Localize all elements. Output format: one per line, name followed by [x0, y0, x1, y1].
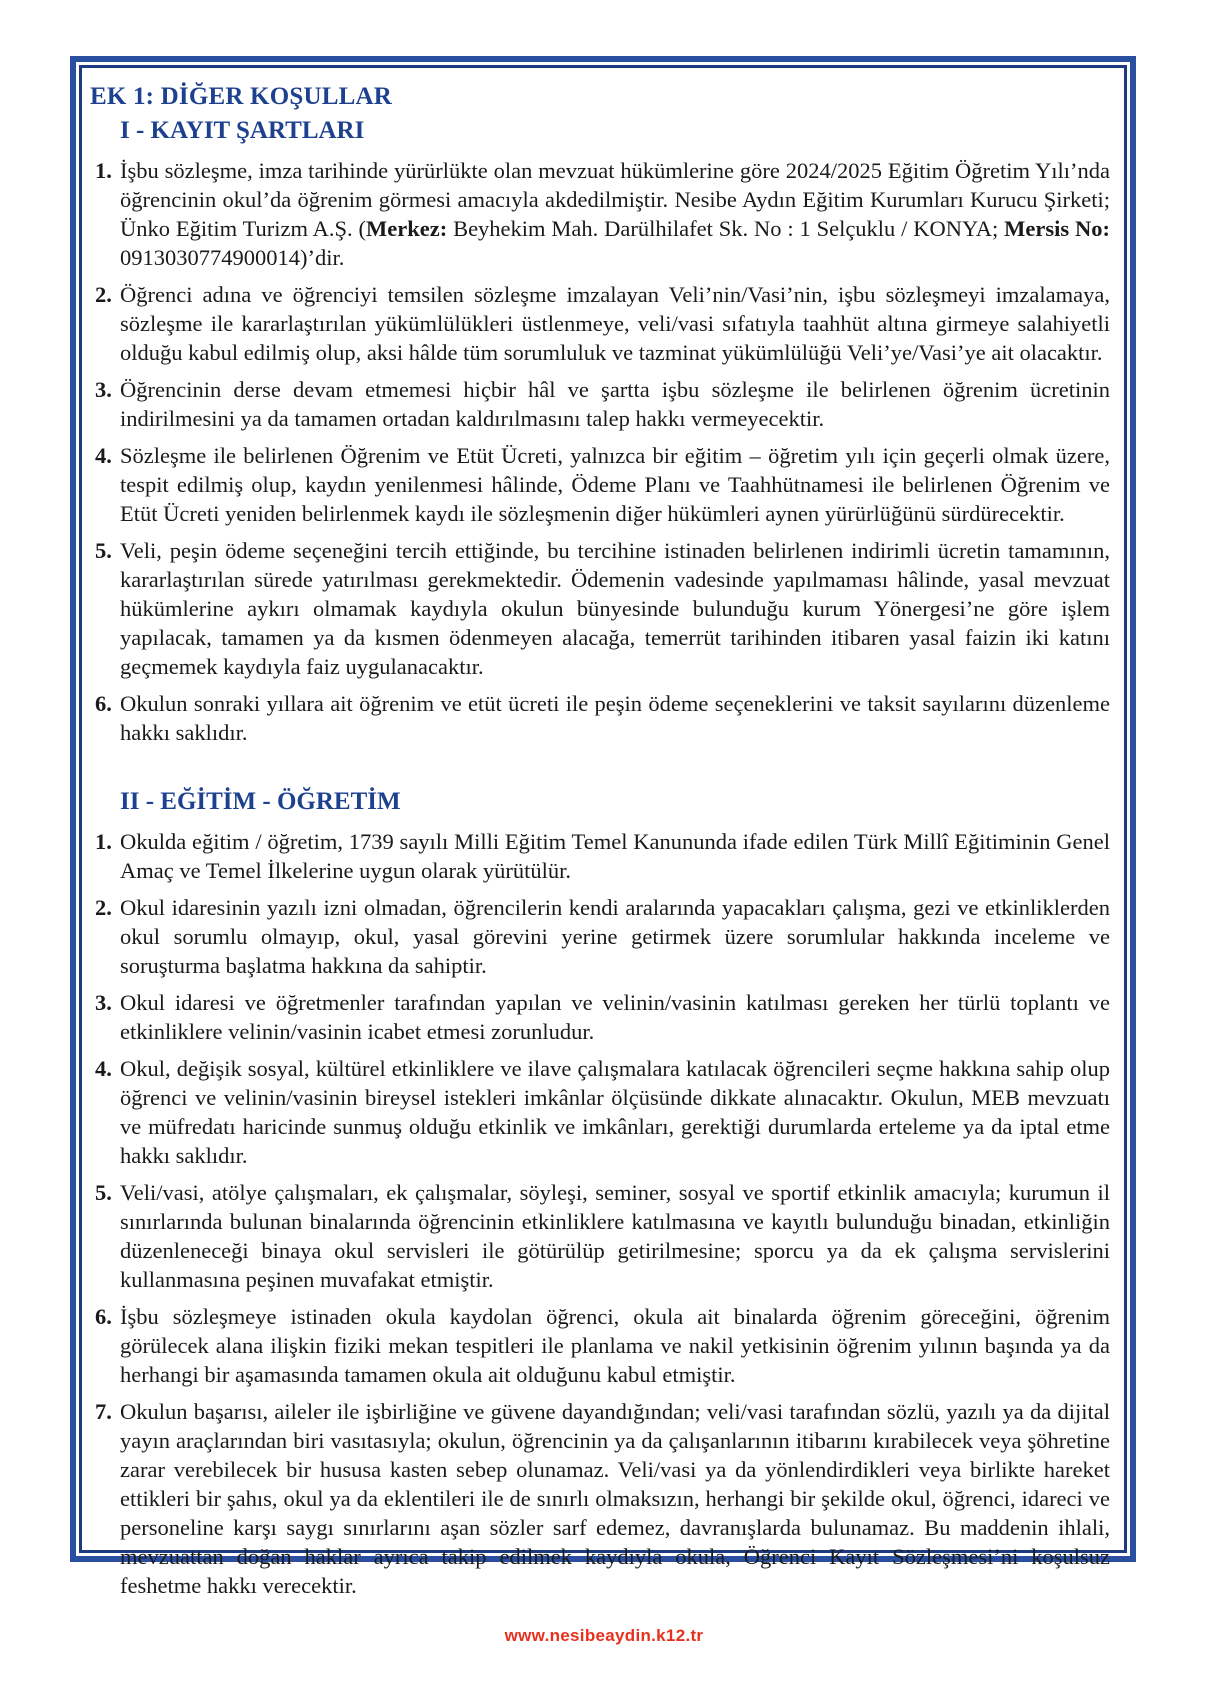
list-item — [90, 1178, 1110, 1294]
list-item — [90, 156, 1110, 272]
list-item-text: Veli, peşin ödeme seçeneğini tercih ettiğinde, bu tercihine istinaden belirlenen indirimli ücretin tamamının, kararlaştırılan sürede yatırılması gerekmektedir. Ödemenin vadesinde yapılmaması hâlinde, yasal mevzuat hükümlerine aykırı olmamak kaydıyla okulun bünyesinde bulunduğu kurum Yönergesi’ne göre işlem yapılacak, tamamen ya da kısmen ödenmeyen alacağa, temerrüt tarihinden itibaren yasal faizin iki katını geçmemek kaydıyla faiz uygulanacaktır. — [120, 538, 1110, 679]
list-item-text: Öğrenci adına ve öğrenciyi temsilen sözleşme imzalayan Veli’nin/Vasi’nin, işbu sözleşmeyi imzalamaya, sözleşme ile kararlaştırılan yükümlülükleri üstlenmeye, veli/vasi sıfatıyla taahhüt altına girmeye salahiyetli olduğu kabul edilmiş olup, aksi hâlde tüm sorumluluk ve tazminat yükümlülüğü Veli’ye/Vasi’ye ait olacaktır. — [120, 282, 1110, 365]
list-item — [90, 827, 1110, 885]
list-item-number: 6. — [95, 691, 112, 716]
list-item-text: Veli/vasi, atölye çalışmaları, ek çalışmalar, söyleşi, seminer, sosyal ve sportif etkinlik amacıyla; kurumun il sınırlarında bulunan binalarında öğrencinin etkinliklere katılmasına ve kayıtlı bulunduğu binadan, etkinliğin düzenleneceği binaya okul servisleri ile götürülüp getirilmesine; sporcu ya da ek çalışma servislerini kullanmasına peşinen muvafakat etmiştir. — [120, 1180, 1110, 1292]
list-item-number: 4. — [95, 1056, 112, 1081]
list-item-text: Okulun sonraki yıllara ait öğrenim ve etüt ücreti ile peşin ödeme seçeneklerini ve taksit sayılarını düzenleme hakkı saklıdır. — [120, 691, 1110, 745]
list-item-text: Öğrencinin derse devam etmemesi hiçbir hâl ve şartta işbu sözleşme ile belirlenen öğrenim ücretinin indirilmesini ya da tamamen ortadan kaldırılmasını talep hakkı vermeyecektir. — [120, 377, 1110, 431]
list-item — [90, 1397, 1110, 1600]
list-item-number: 3. — [95, 990, 112, 1015]
list-item — [90, 893, 1110, 980]
list-item-number: 5. — [95, 1180, 112, 1205]
list-item — [90, 280, 1110, 367]
list-item-text: Okulda eğitim / öğretim, 1739 sayılı Milli Eğitim Temel Kanununda ifade edilen Türk Millî Eğitiminin Genel Amaç ve Temel İlkelerine uygun olarak yürütülür. — [120, 829, 1110, 883]
list-item — [90, 375, 1110, 433]
list-item — [90, 1054, 1110, 1170]
list-item — [90, 1302, 1110, 1389]
document-title: EK 1: DİĞER KOŞULLAR — [90, 83, 392, 110]
list-item — [90, 536, 1110, 681]
list-item-text: İşbu sözleşmeye istinaden okula kaydolan öğrenci, okula ait binalarda öğrenim göreceğini, öğrenim görülecek alana ilişkin fiziki mekan tespitleri ile planlama ve nakil yetkisinin öğrenim yılının başında ya da herhangi bir aşamasında tamamen okula ait olduğunu kabul etmiştir. — [120, 1304, 1110, 1387]
list-item — [90, 689, 1110, 747]
list-item-text: Okul idaresinin yazılı izni olmadan, öğrencilerin kendi aralarında yapacakları çalışma, gezi ve etkinliklerden okul sorumlu olmayıp, okul, yasal görevini yerine getirmek üzere sorumlular hakkında inceleme ve soruşturma başlatma hakkına da sahiptir. — [120, 895, 1110, 978]
page-border-inner — [79, 65, 1127, 1598]
list-item-number: 7. — [95, 1399, 112, 1424]
list-item-text: Okulun başarısı, aileler ile işbirliğine ve güvene dayandığından; veli/vasi tarafından sözlü, yazılı ya da dijital yayın araçlarından biri vasıtasıyla; okulun, öğrencinin ya da çalışanlarının itibarını kırabilecek veya şöhretine zarar verebilecek bir hususa kasten sebep olunamaz. Veli/vasi ya da yönlendirdikleri veya birlikte hareket ettikleri bir şahıs, okul ya da eklentileri ile de sınırlı olmaksızın, herhangi bir şekilde okul, öğrenci, idareci ve personeline karşı saygı sınırlarını aşan sözler sarf edemez, davranışlarda bulunamaz. Bu maddenin ihlali, mevzuattan doğan haklar ayrıca takip edilmek kaydıyla okula, Öğrenci Kayıt Sözleşmesi’ni koşulsuz feshetme hakkı verecektir. — [120, 1399, 1110, 1598]
list-item — [90, 988, 1110, 1046]
sections-container — [90, 116, 1110, 1600]
list-item-text: Sözleşme ile belirlenen Öğrenim ve Etüt Ücreti, yalnızca bir eğitim – öğretim yılı için geçerli olmak üzere, tespit edilmiş olup, kaydın yenilenmesi hâlinde, Ödeme Planı ve Taahhütnamesi ile belirlenen Öğrenim ve Etüt Ücreti yeniden belirlenmek kaydı ile sözleşmenin diğer hükümleri aynen yürürlüğünü sürdürecektir. — [120, 443, 1110, 526]
section — [90, 116, 1110, 747]
list-item-number: 2. — [95, 282, 112, 307]
list-item-number: 1. — [95, 829, 112, 854]
list-item-text: İşbu sözleşme, imza tarihinde yürürlükte olan mevzuat hükümlerine göre 2024/2025 Eğitim Öğretim Yılı’nda öğrencinin okul’da öğrenim görmesi amacıyla akdedilmiştir. Nesibe Aydın Eğitim Kurumları Kurucu Şirketi; Ünko Eğitim Turizm A.Ş. (Merkez: Beyhekim Mah. Darülhilafet Sk. No : 1 Selçuklu / KONYA; Mersis No: 0913030774900014)’dir. — [120, 158, 1110, 270]
section-heading: I - KAYIT ŞARTLARI — [120, 117, 365, 144]
list-item-text: Okul, değişik sosyal, kültürel etkinliklere ve ilave çalışmalara katılacak öğrencileri seçme hakkına sahip olup öğrenci ve velinin/vasinin bireysel istekleri imkânlar ölçüsünde dikkate alınacaktır. Okulun, MEB mevzuatı ve müfredatı haricinde sunmuş olduğu etkinlik ve imkânları, gerektiği durumlarda erteleme ya da iptal etme hakkı saklıdır. — [120, 1056, 1110, 1168]
page-border-outer — [70, 56, 1136, 1598]
list-item-number: 1. — [95, 158, 112, 183]
list-item-number: 5. — [95, 538, 112, 563]
footer-website-url: www.nesibeaydin.k12.tr — [504, 1626, 704, 1645]
list-item-number: 4. — [95, 443, 112, 468]
list-item — [90, 441, 1110, 528]
list-item-text: Okul idaresi ve öğretmenler tarafından yapılan ve velinin/vasinin katılması gereken her türlü toplantı ve etkinliklere velinin/vasinin icabet etmesi zorunludur. — [120, 990, 1110, 1044]
section — [90, 787, 1110, 1600]
list-item-number: 6. — [95, 1304, 112, 1329]
list-item-number: 3. — [95, 377, 112, 402]
list-item-number: 2. — [95, 895, 112, 920]
section-heading: II - EĞİTİM - ÖĞRETİM — [120, 788, 401, 815]
